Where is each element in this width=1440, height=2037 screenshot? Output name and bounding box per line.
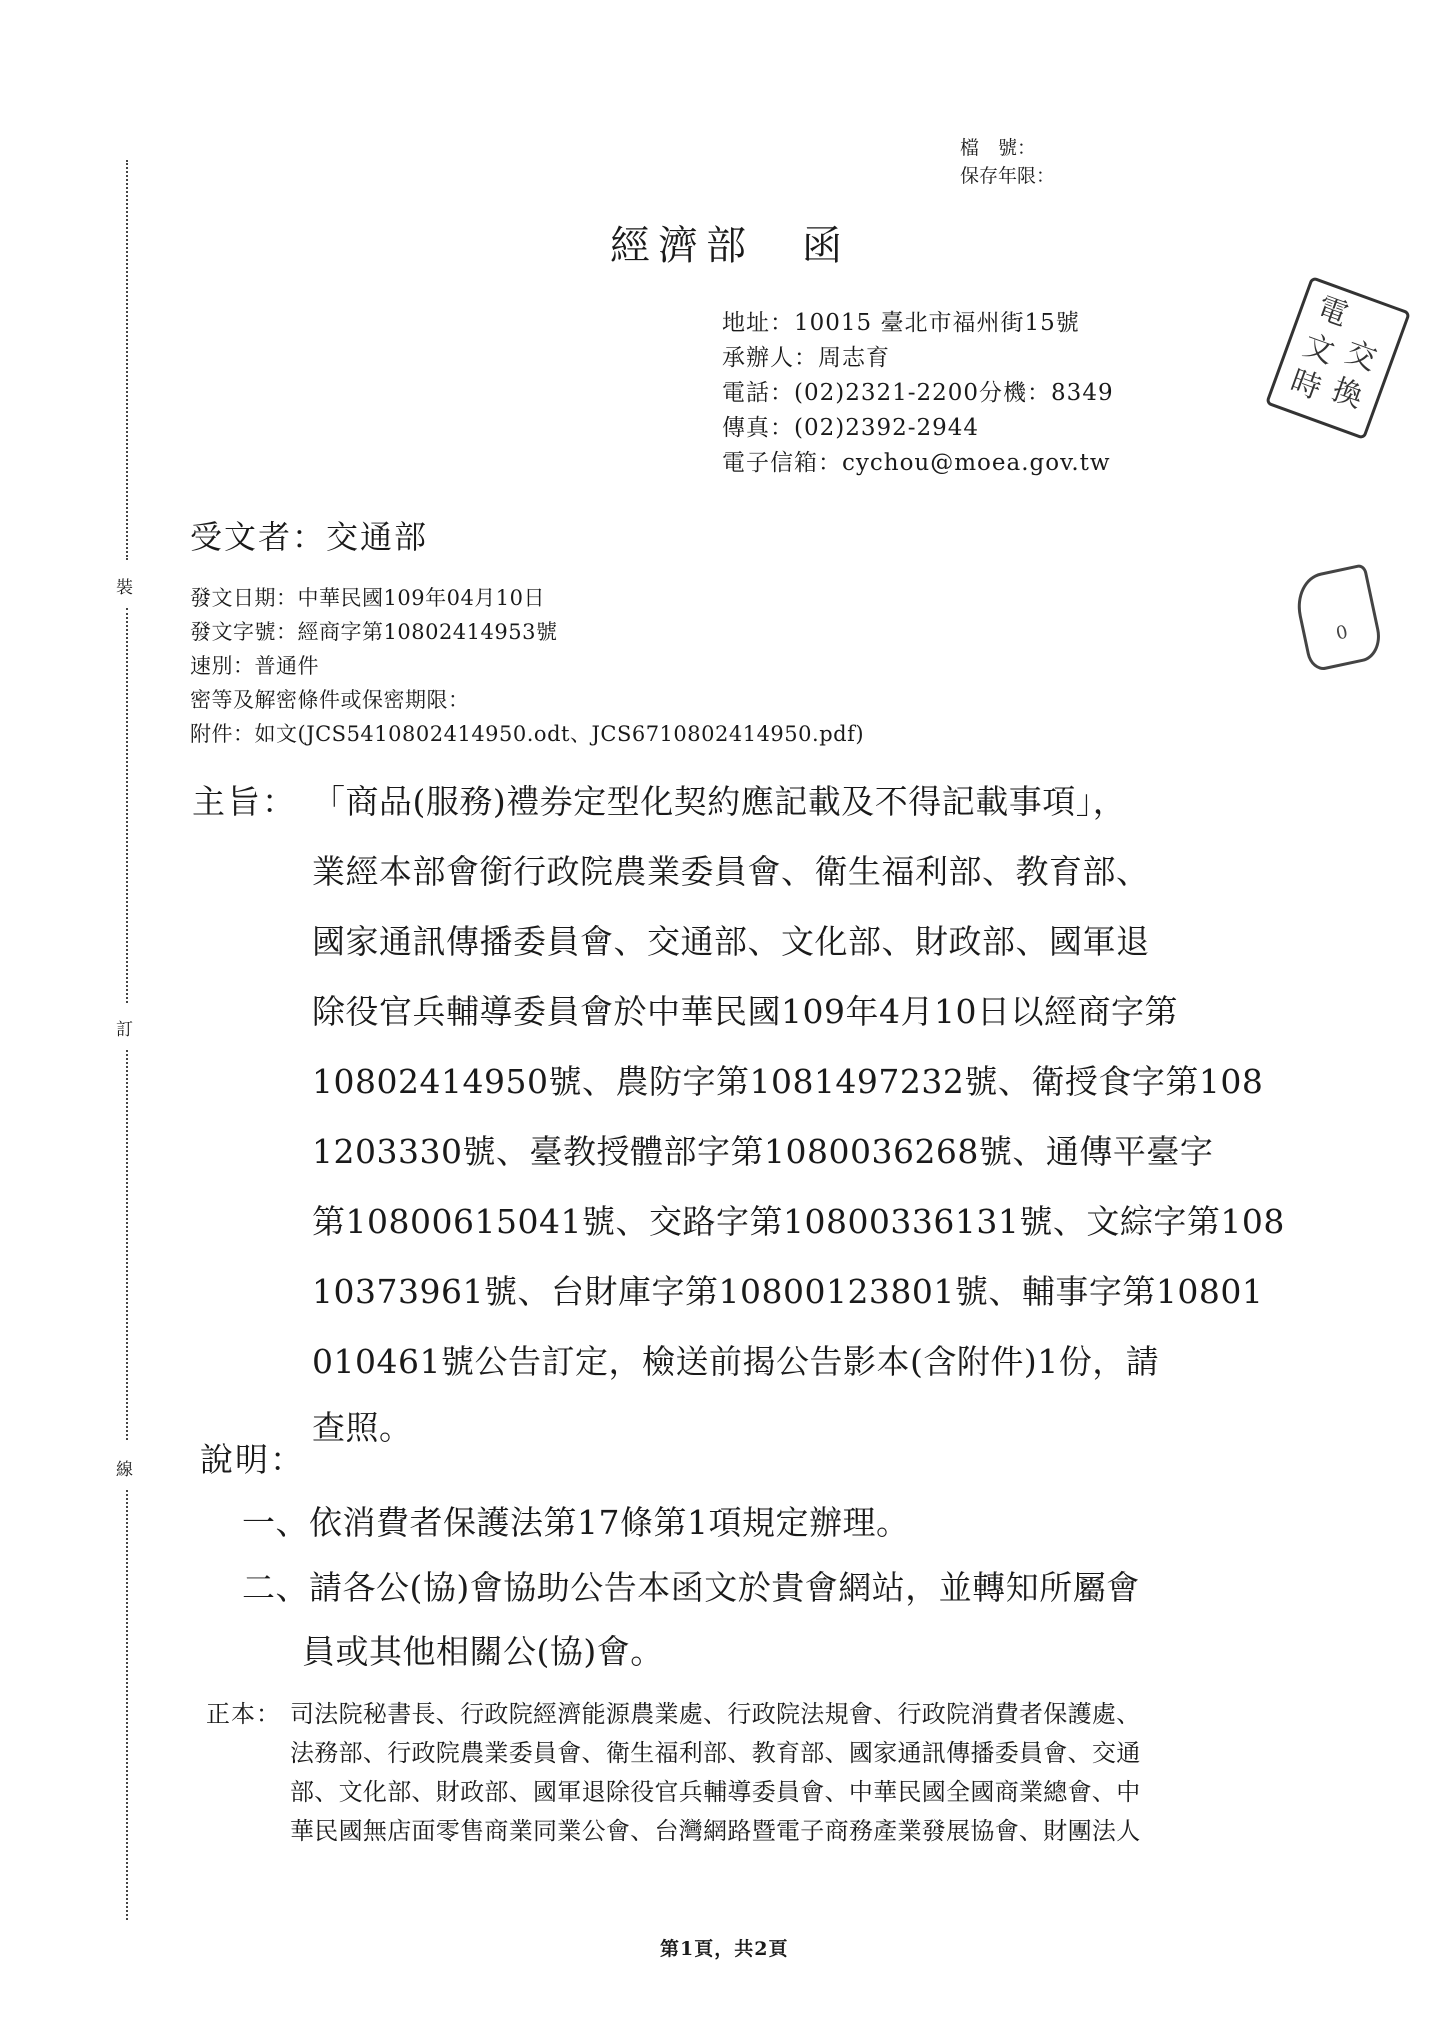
subject-line: 第10800615041號、交路字第10800336131號、文綜字第108	[312, 1202, 1285, 1241]
subject-line: 10373961號、台財庫字第10800123801號、輔事字第10801	[312, 1272, 1264, 1311]
subject-line: 010461號公告訂定，檢送前揭公告影本(含附件)1份，請	[312, 1342, 1160, 1381]
document-title: 經濟部 函	[610, 223, 850, 269]
subject-line: 10802414950號、農防字第1081497232號、衛授食字第108	[312, 1062, 1264, 1101]
contact-email: 電子信箱：cychou@moea.gov.tw	[722, 450, 1111, 476]
confidentiality: 密等及解密條件或保密期限：	[190, 688, 470, 712]
explanation-item-1: 一、依消費者保護法第17條第1項規定辦理。	[242, 1503, 910, 1542]
binding-line-top	[126, 160, 128, 560]
issue-date: 發文日期：中華民國109年04月10日	[190, 586, 546, 610]
copies-line: 法務部、行政院農業委員會、衛生福利部、教育部、國家通訊傳播委員會、交通	[290, 1739, 1141, 1767]
subject-line: 業經本部會銜行政院農業委員會、衛生福利部、教育部、	[312, 852, 1150, 891]
contact-address: 地址：10015 臺北市福州街15號	[722, 310, 1080, 336]
binding-char-zhuang: 裝	[116, 578, 133, 598]
stamp-char: 時	[1285, 363, 1326, 407]
retention-period-label: 保存年限：	[960, 165, 1056, 187]
binding-line-middle	[126, 608, 128, 1003]
recipient: 受文者：交通部	[190, 518, 429, 556]
stamp-char: 文	[1298, 327, 1339, 371]
subject-line: 「商品(服務)禮券定型化契約應記載及不得記載事項」，	[312, 782, 1127, 821]
seal-mark: 0	[1334, 621, 1350, 645]
file-number-label: 檔 號：	[960, 137, 1037, 159]
copies-label: 正本：	[206, 1700, 281, 1728]
stamp-char: 電	[1312, 290, 1353, 334]
page-number: 第1頁，共2頁	[660, 1938, 789, 1960]
contact-phone: 電話：(02)2321-2200分機：8349	[722, 380, 1114, 406]
stamp-char: 交	[1340, 334, 1382, 378]
document-number: 發文字號：經商字第10802414953號	[190, 620, 558, 644]
explanation-item-2: 二、請各公(協)會協助公告本函文於貴會網站，並轉知所屬會	[242, 1568, 1140, 1607]
binding-line-bottom	[126, 1490, 128, 1920]
subject-line: 除役官兵輔導委員會於中華民國109年4月10日以經商字第	[312, 992, 1178, 1031]
explanation-label: 說明：	[200, 1440, 305, 1479]
subject-label: 主旨：	[192, 782, 297, 821]
urgency: 速別：普通件	[190, 654, 319, 678]
subject-line: 查照。	[312, 1408, 413, 1447]
binding-char-xian: 線	[116, 1460, 133, 1480]
copies-line: 華民國無店面零售商業同業公會、台灣網路暨電子商務產業發展協會、財團法人	[290, 1817, 1141, 1845]
binding-char-ding: 訂	[116, 1020, 133, 1040]
binding-line-lower	[126, 1050, 128, 1440]
copies-line: 司法院秘書長、行政院經濟能源農業處、行政院法規會、行政院消費者保護處、	[290, 1700, 1141, 1728]
copies-line: 部、文化部、財政部、國軍退除役官兵輔導委員會、中華民國全國商業總會、中	[290, 1778, 1141, 1806]
telegram-exchange-stamp	[1265, 276, 1411, 440]
contact-handler: 承辦人：周志育	[722, 345, 890, 371]
attachments: 附件：如文(JCS5410802414950.odt、JCS6710802414950.pdf)	[190, 722, 865, 746]
seal-stamp	[1291, 563, 1385, 673]
contact-fax: 傳真：(02)2392-2944	[722, 415, 980, 441]
explanation-item-2-cont: 員或其他相關公(協)會。	[302, 1632, 664, 1671]
subject-line: 1203330號、臺教授體部字第1080036268號、通傳平臺字	[312, 1132, 1214, 1171]
stamp-char: 換	[1327, 372, 1368, 416]
subject-line: 國家通訊傳播委員會、交通部、文化部、財政部、國軍退	[312, 922, 1150, 961]
